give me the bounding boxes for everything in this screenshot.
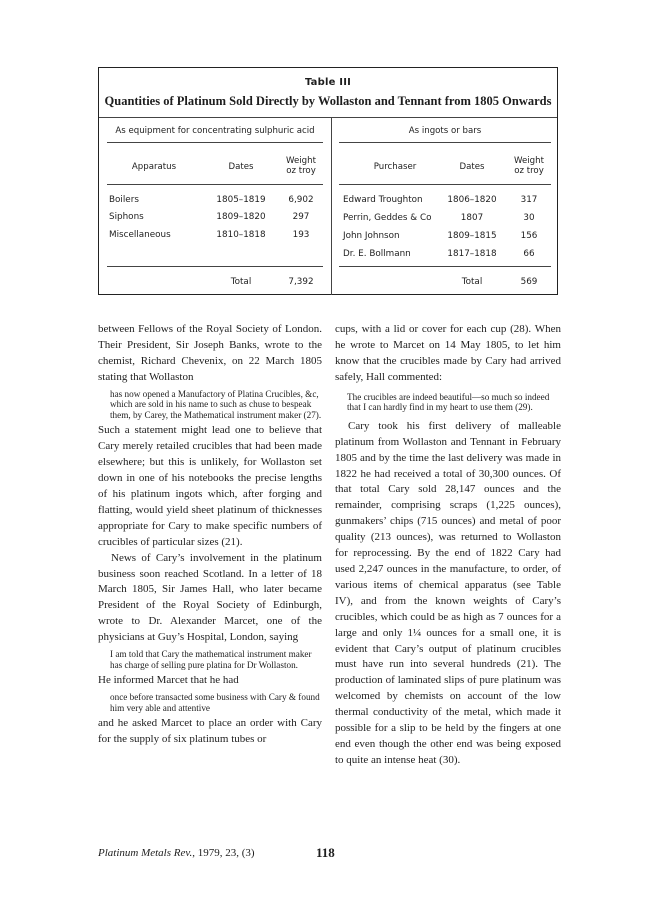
paragraph: News of Cary’s involvement in the platinum business soon reached Scotland. In a letter of 18 March 1805, Sir James Hall, who later became President of the Royal Society of Edinburgh, wrote to Dr. Alexander Marcet, one of the physicians at Guy’s Hospital, London, saying [98,551,322,644]
platinum-sales-table [98,67,558,295]
table-row-item: Edward Troughton [343,195,423,205]
left-total-value: 7,392 [288,277,314,287]
header-apparatus: Apparatus [131,162,177,172]
table-row-weight: 6,902 [288,195,314,205]
left-total-rule [107,266,323,267]
table-divider [99,117,557,118]
table-row-item: Perrin, Geddes & Co [343,213,432,223]
header-purchaser: Purchaser [373,162,417,172]
table-row-dates: 1817–1818 [447,249,497,259]
paragraph: cups, with a lid or cover for each cup (28). When he wrote to Marcet on 14 May 1805, to let him know that the crucibles made by Cary had arrived safely, Hall commented: [335,323,561,383]
paragraph: Such a statement might lead one to believe that Cary merely retailed crucibles that had been made elsewhere; but this is unlikely, for Wollaston set down in one of his notebooks the precise lengths of his platinum ingots which, after forging and flatting, would yield sheet platinum of thicknesses appropriate for Cary to make specific numbers of crucibles of particular sizes (21). [98,424,322,548]
header-left-dates: Dates [228,162,254,172]
paragraph: between Fellows of the Royal Society of London. Their President, Sir Joseph Banks, wrote to the chemist, Richard Chevenix, on 22 March 1805 stating that Wollaston [98,323,322,383]
paragraph: and he asked Marcet to place an order with Cary for the supply of six platinum tubes or [98,717,322,746]
block-quote: once before transacted some business with Cary & found him very able and attentive [110,692,320,713]
table-row-weight: 156 [520,231,538,241]
table-row-dates: 1807 [460,213,484,223]
table-row-weight: 66 [523,249,535,259]
right-total-label: Total [461,277,483,287]
right-group-header: As ingots or bars [408,126,482,136]
left-group-rule [107,142,323,143]
left-total-label: Total [230,277,252,287]
journal-citation [98,847,255,859]
table-row-weight: 297 [292,212,310,222]
paragraph: He informed Marcet that he had [98,674,239,687]
table-row-dates: 1809–1815 [447,231,497,241]
header-right-weight [501,156,557,176]
journal-name: Platinum Metals Rev. [98,847,193,859]
header-left-weight-line2: oz troy [286,166,316,176]
table-row-weight: 193 [292,230,310,240]
table-row-dates: 1810–1818 [216,230,266,240]
block-quote: I am told that Cary the mathematical instrument maker has charge of selling pure platina for Dr Wollaston. [110,649,312,670]
table-row-item: Miscellaneous [109,230,171,240]
table-row-weight: 30 [523,213,535,223]
table-row-weight: 317 [520,195,538,205]
header-left-weight-line1: Weight [286,156,316,166]
right-total-rule [339,266,551,267]
right-header-rule [339,184,551,185]
right-total-value: 569 [520,277,538,287]
header-right-weight-line2: oz troy [514,166,544,176]
left-header-rule [107,184,323,185]
page-number: 118 [316,845,335,860]
table-row-dates: 1809–1820 [216,212,266,222]
block-quote: has now opened a Manufactory of Platina Crucibles, &c, which are sold in his name to such as chuse to bespeak them, by Carey, the Mathematical instrument maker (27). [110,388,322,420]
left-text-column [98,322,322,748]
table-row-item: Siphons [109,212,144,222]
table-row-item: Dr. E. Bollmann [343,249,411,259]
right-group-rule [339,142,551,143]
table-row-dates: 1805–1819 [216,195,266,205]
journal-issue: , 1979, 23, (3) [192,847,255,859]
header-right-dates: Dates [459,162,485,172]
header-right-weight-line1: Weight [514,156,544,166]
table-row-item: Boilers [109,195,139,205]
paragraph: Cary took his first delivery of malleable platinum from Wollaston and Tennant in February 1805 and by the time the last delivery was made in 1822 he had received a total of 30,300 ounces. Of that total Cary sold 28,147 ounces and the remainder, comprising scraps (1,225 ounces), gunmakers’ chips (715 ounces) and metal of poor quality (213 ounces), was returned to Wollaston for reprocessing. By the end of 1822 Cary had used 2,247 ounces in the manufacture, to order, of various items of chemical apparatus (see Table IV), and from the known weights of Cary’s crucibles, which could be as high as 7 ounces for a large and only 1¼ ounces for a small one, it is evident that Cary’s output of platinum crucibles must have run into several hundreds (21). The production of laminated slips of pure platinum was welcomed by chemists on account of the low thermal conductivity of the metal, which made it possible for a slip to be held by the fingers at one end even though the other end was being exposed to quite an intense heat (30). [335,419,561,766]
table-center-divider [331,117,332,295]
right-text-column [335,322,561,769]
block-quote: The crucibles are indeed beautiful—so much so indeed that I can hardly find in my heart to use them (29). [347,391,550,413]
left-group-header: As equipment for concentrating sulphuric acid [115,126,315,136]
table-row-item: John Johnson [343,231,400,241]
header-left-weight [271,156,331,176]
table-title: Table III [304,77,352,88]
table-row-dates: 1806–1820 [447,195,497,205]
table-subtitle: Quantities of Platinum Sold Directly by Wollaston and Tennant from 1805 Onwards [104,94,552,108]
